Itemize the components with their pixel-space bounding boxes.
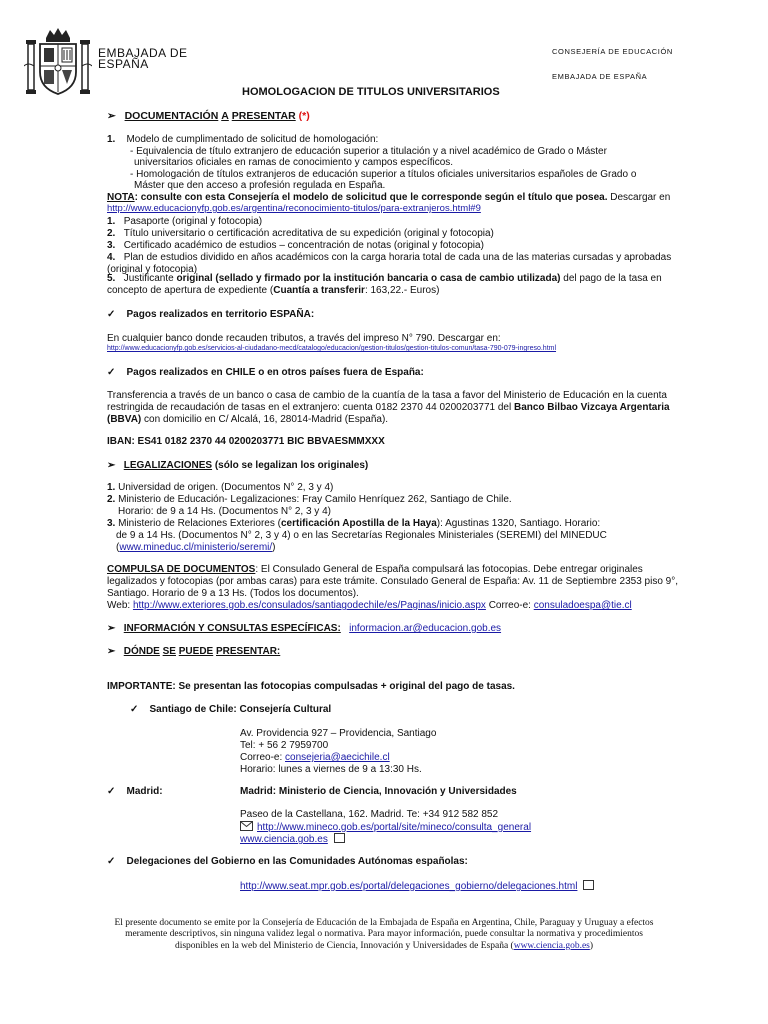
donde-heading	[107, 646, 280, 658]
donde-word2: SE	[162, 646, 176, 657]
legalizacion-item3-text-c: ): Agustinas 1320, Santiago. Horario:	[436, 518, 601, 529]
document-list-number: 2.	[107, 228, 116, 239]
chile-payments-line1: Transferencia a través de un banco o casa de cambio de la cuantía de la tasa a favor del Ministerio de Educación en la cuenta	[107, 390, 667, 401]
checkmark-icon: ✓	[107, 367, 116, 378]
item5-text-a: Justificante	[123, 273, 177, 284]
delegaciones-title: Delegaciones del Gobierno en las Comunidades Autónomas españolas:	[126, 856, 468, 867]
madrid-link1-line	[240, 821, 531, 834]
coat-of-arms-logo	[24, 26, 92, 98]
compulsa-label: COMPULSA DE DOCUMENTOS	[107, 564, 256, 575]
header-consejeria: CONSEJERÍA DE EDUCACIÓN	[552, 47, 673, 56]
paren-open: (	[116, 542, 120, 553]
footer-line3	[60, 941, 708, 952]
bank-abbr: (BBVA)	[107, 414, 142, 425]
document-list-text: Pasaporte (original y fotocopia)	[123, 216, 263, 227]
checkmark-icon: ✓	[130, 704, 139, 715]
item5-text-f: : 163,22.- Euros)	[364, 285, 440, 296]
legalizacion-item3-number: 3.	[107, 518, 116, 529]
item1-sub1-line-a: - Equivalencia de título extranjero de educación superior a titulación y a nivel académico de Grado o Máster	[130, 146, 607, 157]
compulsa-web-line	[107, 600, 632, 612]
item5-text-e: Cuantía a transferir	[273, 285, 365, 296]
santiago-email-link[interactable]: consejeria@aecichile.cl	[285, 752, 390, 763]
document-list-text: Certificado académico de estudios – concentración de notas (original y fotocopia)	[123, 240, 484, 251]
item5-line-a	[107, 273, 662, 285]
spain-payments-link[interactable]: http://www.educacionyfp.gob.es/servicios-al-ciudadano-mecd/catalogo/educacion/gestion-titulos/gestion-titulos-comun/tasa-790-079-ingreso.html	[107, 345, 557, 352]
legalizacion-item3	[107, 518, 600, 530]
delegaciones-link[interactable]: http://www.seat.mpr.gob.es/portal/delegaciones_gobierno/delegaciones.html	[240, 881, 578, 892]
page-title: HOMOLOGACION DE TITULOS UNIVERSITARIOS	[242, 86, 500, 98]
documentacion-heading	[107, 110, 310, 122]
item1-sub2-line-b: Máster que den acceso a profesión regulada en España.	[134, 180, 386, 191]
document-list-number: 3.	[107, 240, 116, 251]
compulsa-line1	[107, 564, 643, 576]
heading-word-documentacion: DOCUMENTACIÓN	[124, 110, 219, 122]
legalizaciones-note: (sólo se legalizan los originales)	[212, 460, 369, 471]
web-label: Web:	[107, 600, 133, 611]
paren-close: )	[272, 542, 276, 553]
legalizaciones-heading	[107, 460, 368, 472]
item5-text-c: del pago de la tasa en	[560, 273, 662, 284]
nota-text: : consulte con esta Consejería el modelo de solicitud que le corresponde según el título que posea.	[134, 192, 608, 203]
embassy-name-line1: EMBAJADA DE	[98, 46, 188, 60]
santiago-heading	[130, 704, 331, 716]
consulado-web-link[interactable]: http://www.exteriores.gob.es/consulados/santiagodechile/es/Paginas/inicio.aspx	[132, 600, 486, 611]
heading-word-a: A	[221, 110, 229, 122]
donde-word1: DÓNDE	[123, 646, 160, 657]
legalizacion-item3-line3	[116, 542, 276, 554]
madrid-label-line	[107, 786, 163, 798]
donde-word4: PRESENTAR:	[216, 646, 281, 657]
embassy-name-line2: ESPAÑA	[98, 57, 149, 71]
nota-label: NOTA	[107, 192, 135, 203]
footer-ciencia-link[interactable]: www.ciencia.gob.es	[513, 940, 590, 951]
arrow-right-icon: ➢	[107, 460, 116, 471]
envelope-icon	[240, 821, 253, 831]
donde-word3: PUEDE	[178, 646, 214, 657]
spain-payments-title: Pagos realizados en territorio ESPAÑA:	[126, 309, 315, 320]
importante-line: IMPORTANTE: Se presentan las fotocopias compulsadas + original del pago de tasas.	[107, 681, 515, 692]
compulsa-line3: Santiago. Horario de 9 a 13 Hs. (Todos los documentos).	[107, 588, 359, 599]
nota-download: Descargar en	[607, 192, 671, 203]
external-link-icon	[583, 880, 594, 890]
item1-sub2-line-a: - Homologación de títulos extranjeros de educación superior a títulos oficiales universitarios españoles de Grado o	[130, 169, 637, 180]
info-heading	[107, 623, 501, 635]
legalizacion-item1-number: 1.	[107, 482, 116, 493]
footer-disclaimer	[60, 918, 708, 952]
legalizacion-item2	[107, 494, 512, 506]
document-list-text: Plan de estudios dividido en años académicos con la carga horaria total de cada una de las materias cursadas y aprobadas	[123, 252, 672, 263]
chile-payments-line2	[107, 402, 670, 414]
item5-number: 5.	[107, 273, 116, 284]
santiago-email-label: Correo-e:	[240, 752, 286, 763]
nota-line	[107, 192, 670, 204]
footer-line3-close: )	[589, 940, 594, 951]
chile-payments-line3	[107, 414, 388, 426]
legalizacion-item3-text-a: Ministerio de Relaciones Exteriores (	[115, 518, 281, 529]
document-list-item	[107, 240, 484, 252]
footer-line3-text: disponibles en la web del Ministerio de Ciencia, Innovación y Universidades de España (	[174, 940, 514, 951]
external-link-icon	[334, 833, 345, 843]
document-list-item	[107, 228, 494, 240]
santiago-title: Santiago de Chile: Consejería Cultural	[149, 704, 332, 715]
checkmark-icon: ✓	[107, 309, 116, 320]
legalizacion-item3-line2: de 9 a 14 Hs. (Documentos N° 2, 3 y 4) o en las Secretarías Regionales Ministeriales (SEREMI) del MINEDUC	[116, 530, 607, 541]
asterisk-note: (*)	[298, 110, 310, 122]
chile-payments-heading	[107, 367, 424, 379]
mineco-link[interactable]: http://www.mineco.gob.es/portal/site/mineco/consulta_general	[257, 822, 532, 833]
heading-word-presentar: PRESENTAR	[231, 110, 296, 122]
checkmark-icon: ✓	[107, 786, 116, 797]
compulsa-text1: : El Consulado General de España compulsará las fotocopias. Debe entregar originales	[255, 564, 643, 575]
checkmark-icon: ✓	[107, 856, 116, 867]
item5-line-b	[107, 285, 439, 297]
footer-line2: meramente descriptivos, sin ninguna validez legal o normativa. Para mayor información, puede consultar la normativa y procedimientos	[125, 929, 643, 940]
madrid-address: Paseo de la Castellana, 162. Madrid. Te: +34 912 582 852	[240, 809, 499, 820]
madrid-title: Madrid: Ministerio de Ciencia, Innovación y Universidades	[240, 786, 517, 797]
item1-text: Modelo de cumplimentado de solicitud de homologación:	[126, 134, 379, 145]
spain-payments-heading	[107, 309, 314, 321]
info-email-link[interactable]: informacion.ar@educacion.gob.es	[349, 623, 502, 634]
madrid-label: Madrid:	[126, 786, 163, 797]
apostilla-label: certificación Apostilla de la Haya	[280, 518, 437, 529]
document-list-item	[107, 216, 262, 228]
legalizacion-item2-hours: Horario: de 9 a 14 Hs. (Documentos N° 2, 3 y 4)	[118, 506, 331, 517]
legalizacion-item2-number: 2.	[107, 494, 116, 505]
nota-link[interactable]: http://www.educacionyfp.gob.es/argentina/reconocimiento-titulos/para-extranjeros.html#9	[107, 203, 481, 214]
item5-text-b: original (sellado y firmado por la institución bancaria o casa de cambio utilizada)	[176, 273, 561, 284]
delegaciones-heading	[107, 856, 468, 868]
iban-line: IBAN: ES41 0182 2370 44 0200203771 BIC BBVAESMMXXX	[107, 436, 385, 447]
document-list-text: (original y fotocopia)	[107, 264, 198, 275]
item1-sub1-line-b: universitarios oficiales en ramas de conocimiento y campos específicos.	[134, 157, 454, 168]
document-list-item	[107, 252, 671, 264]
document-list-text: Título universitario o certificación acreditativa de su expedición (original y fotocopia)	[123, 228, 494, 239]
header-embajada: EMBAJADA DE ESPAÑA	[552, 72, 648, 81]
ciencia-link[interactable]: www.ciencia.gob.es	[240, 834, 328, 845]
legalizacion-item1-text: Universidad de origen. (Documentos N° 2, 3 y 4)	[115, 482, 334, 493]
document-list-number: 1.	[107, 216, 116, 227]
spain-payments-text: En cualquier banco donde recauden tributos, a través del impreso N° 790. Descargar en:	[107, 333, 501, 344]
bank-name: Banco Bilbao Vizcaya Argentaria	[513, 402, 670, 413]
legalizacion-item2-text: Ministerio de Educación- Legalizaciones: Fray Camilo Henríquez 262, Santiago de Chile.	[115, 494, 512, 505]
arrow-right-icon: ➢	[107, 623, 116, 634]
item1-line	[107, 134, 378, 146]
chile-payments-title: Pagos realizados en CHILE o en otros países fuera de España:	[126, 367, 424, 378]
mail-label: Correo-e:	[485, 600, 534, 611]
arrow-right-icon: ➢	[107, 646, 116, 657]
document-list-number: 4.	[107, 252, 116, 263]
seremi-link[interactable]: www.mineduc.cl/ministerio/seremi/	[119, 542, 273, 553]
santiago-email-line	[240, 752, 390, 764]
madrid-link2-line	[240, 833, 345, 846]
legalizacion-item1	[107, 482, 333, 494]
bank-address: con domicilio en C/ Alcalá, 16, 28014-Madrid (España).	[141, 414, 389, 425]
item1-number: 1.	[107, 134, 116, 145]
footer-line1: El presente documento se emite por la Consejería de Educación de la Embajada de España en Argentina, Chile, Paraguay y Uruguay a efectos	[114, 918, 654, 928]
item5-text-d: concepto de apertura de expediente (	[107, 285, 274, 296]
info-title: INFORMACIÓN Y CONSULTAS ESPECÍFICAS:	[123, 623, 341, 634]
delegaciones-link-line	[240, 880, 594, 893]
santiago-address: Av. Providencia 927 – Providencia, Santiago	[240, 728, 437, 739]
arrow-right-icon: ➢	[107, 110, 116, 122]
consulado-email-link[interactable]: consuladoespa@tie.cl	[533, 600, 632, 611]
santiago-phone: Tel: + 56 2 7959700	[240, 740, 329, 751]
chile-payments-line2-text: restringida de recaudación de tasas en el extranjero: cuenta 0182 2370 44 0200203771 del	[107, 402, 514, 413]
legalizaciones-title: LEGALIZACIONES	[123, 460, 213, 471]
santiago-hours: Horario: lunes a viernes de 9 a 13:30 Hs.	[240, 764, 422, 775]
compulsa-line2: legalizados y fotocopias (por ambas caras) para este trámite. Consulado General de España: Av. 11 de Septiembre 2353 piso 9°,	[107, 576, 678, 587]
